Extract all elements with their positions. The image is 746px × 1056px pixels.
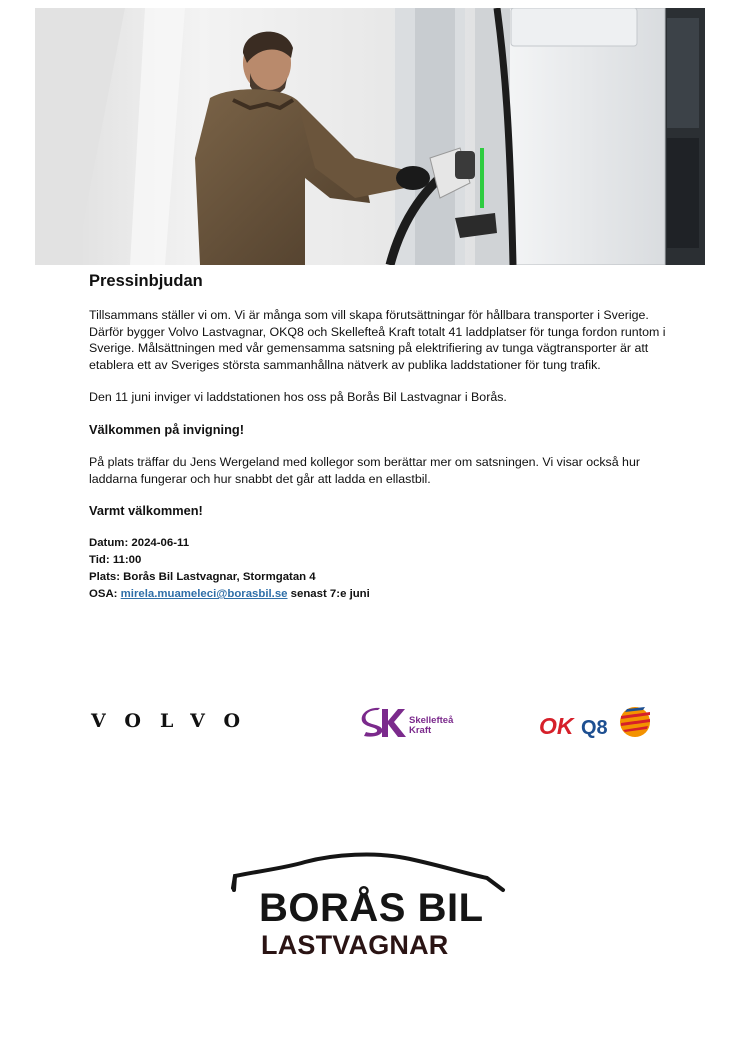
hero-photo [35, 8, 705, 265]
okq8-sun-emblem [620, 707, 650, 737]
osa-label: OSA: [89, 588, 121, 601]
okq8-q8-text: Q8 [581, 717, 608, 739]
kraft-text: Kraft [409, 725, 432, 736]
welcome-subhead: Välkommen på invigning! [89, 421, 245, 437]
warm-welcome-subhead: Varmt välkommen! [89, 503, 203, 519]
event-place: Plats: Borås Bil Lastvagnar, Stormgatan 4 [89, 571, 316, 584]
okq8-logo [537, 704, 657, 742]
okq8-ok-text: OK [539, 713, 574, 739]
event-osa [89, 586, 669, 603]
dealer-subtitle: LASTVAGNAR [261, 930, 449, 960]
page-title: Pressinbjudan [89, 272, 203, 290]
osa-email-link[interactable]: mirela.muameleci@borasbil.se [120, 588, 288, 601]
event-details [89, 535, 669, 603]
osa-deadline: senast 7:e juni [287, 588, 370, 601]
partner-logos [35, 700, 705, 744]
volvo-logo: VOLVO [91, 710, 260, 732]
dealer-name: BORÅS BIL [259, 886, 484, 930]
boras-bil-logo [225, 850, 515, 962]
event-date: Datum: 2024-06-11 [89, 537, 190, 550]
event-time: Tid: 11:00 [89, 554, 142, 567]
onsite-paragraph: På plats träffar du Jens Wergeland med kollegor som berättar mer om satsningen. Vi visar också hur laddarna fungerar och hur snabbt det går att ladda en ellastbil. [89, 454, 640, 486]
skelleftea-text: Skellefteå [409, 715, 454, 726]
ev-charging-photo [35, 8, 705, 265]
invitation-body [89, 272, 669, 603]
date-paragraph: Den 11 juni inviger vi laddstationen hos oss på Borås Bil Lastvagnar i Borås. [89, 390, 507, 405]
skelleftea-kraft-logo [360, 706, 460, 740]
intro-paragraph: Tillsammans ställer vi om. Vi är många som vill skapa förutsättningar för hållbara transporter i Sverige. Därför bygger Volvo Lastvagnar, OKQ8 och Skellefteå Kraft totalt 41 laddplatser för tunga fordon runtom i Sverige. Målsättningen med vår gemensamma satsning på elektrifiering av tunga vägtransporter är att etablera ett av Sveriges största sammanhållna nätverk av publika laddstationer för tung trafik. [89, 308, 666, 372]
